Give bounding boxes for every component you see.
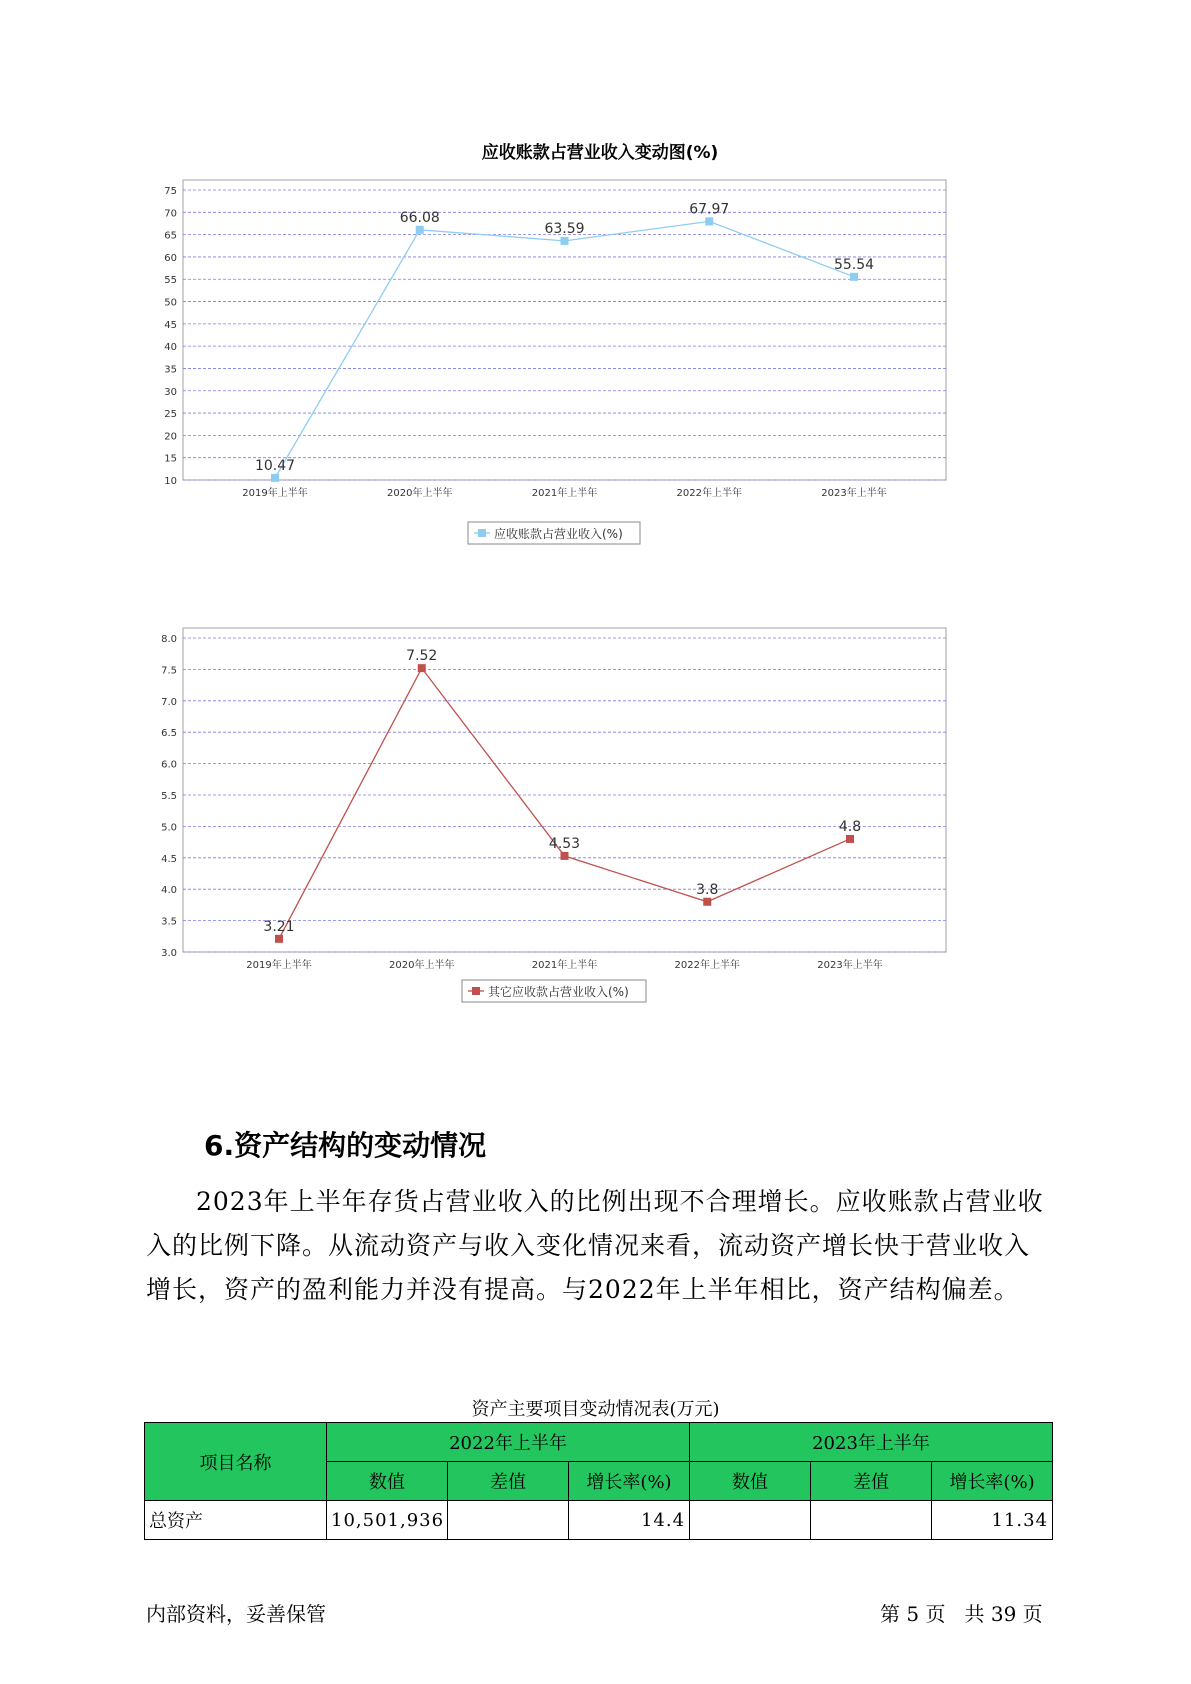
header-growth: 增长率(%) (932, 1462, 1053, 1501)
x-tick-label: 2022年上半年 (676, 488, 742, 499)
cell-value-2022: 10,501,936 (327, 1501, 448, 1540)
table-caption: 资产主要项目变动情况表(万元) (471, 1399, 720, 1420)
cell-value-2023 (690, 1501, 811, 1540)
legend-marker (478, 529, 486, 537)
assets-table (144, 1422, 1053, 1540)
y-tick-label: 30 (164, 386, 177, 398)
data-label: 66.08 (399, 209, 440, 226)
x-tick-label: 2021年上半年 (531, 488, 598, 499)
data-point (561, 852, 569, 860)
data-label: 63.59 (544, 220, 585, 237)
table-row (145, 1501, 1053, 1540)
y-tick-label: 60 (164, 252, 177, 264)
x-tick-label: 2022年上半年 (674, 960, 740, 971)
header-diff: 差值 (448, 1462, 569, 1501)
header-value: 数值 (327, 1462, 448, 1501)
y-tick-label: 70 (164, 208, 177, 220)
header-growth: 增长率(%) (569, 1462, 690, 1501)
y-tick-label: 15 (164, 453, 177, 465)
data-point (275, 935, 283, 943)
chart-receivables (150, 130, 1050, 550)
data-label: 4.53 (548, 835, 581, 852)
header-group-2022: 2022年上半年 (327, 1423, 690, 1462)
data-point (850, 273, 858, 281)
y-tick-label: 10 (164, 476, 177, 487)
y-tick-label: 3.0 (161, 948, 177, 959)
chart-other-receivables (150, 634, 1050, 1080)
x-tick-label: 2020年上半年 (389, 960, 455, 971)
y-tick-label: 6.0 (161, 759, 177, 771)
chart-svg (150, 130, 1050, 550)
legend-label: 应收账款占营业收入(%) (494, 527, 623, 541)
row-name: 总资产 (145, 1501, 327, 1540)
y-tick-label: 50 (164, 297, 177, 309)
cell-diff-2023 (811, 1501, 932, 1540)
section-heading: 6.资产结构的变动情况 (204, 1129, 487, 1162)
y-tick-label: 45 (164, 319, 177, 331)
chart-svg (150, 634, 1050, 1080)
y-tick-label: 25 (164, 409, 177, 421)
data-label: 55.54 (833, 256, 875, 273)
data-label: 3.8 (696, 881, 719, 898)
y-tick-label: 4.5 (161, 853, 177, 865)
data-label: 4.8 (838, 818, 862, 835)
x-tick-label: 2019年上半年 (246, 960, 312, 971)
section-paragraph: 2023年上半年存货占营业收入的比例出现不合理增长。应收账款占营业收入的比例下降。从流动资产与收入变化情况来看，流动资产增长快于营业收入增长，资产的盈利能力并没有提高。与2022年上半年相比，资产结构偏差。 (146, 1187, 1044, 1304)
data-label: 67.97 (689, 201, 730, 218)
x-tick-label: 2019年上半年 (242, 488, 308, 499)
y-tick-label: 3.5 (161, 916, 177, 928)
footer-confidential: 内部资料，妥善保管 (146, 1602, 326, 1626)
y-tick-label: 8.0 (161, 634, 177, 645)
x-tick-label: 2023年上半年 (817, 960, 883, 971)
data-label: 3.21 (263, 918, 295, 935)
y-tick-label: 40 (164, 342, 177, 354)
y-tick-label: 7.5 (161, 665, 177, 677)
header-group-2023: 2023年上半年 (690, 1423, 1053, 1462)
y-tick-label: 5.5 (161, 791, 177, 802)
data-point (561, 237, 569, 245)
header-diff: 差值 (811, 1462, 932, 1501)
data-point (418, 664, 426, 672)
data-label: 7.52 (406, 648, 438, 665)
x-tick-label: 2021年上半年 (531, 960, 598, 971)
y-tick-label: 35 (164, 364, 177, 376)
data-point (846, 835, 854, 843)
y-tick-label: 65 (164, 230, 177, 242)
y-tick-label: 20 (164, 431, 177, 443)
y-tick-label: 5.0 (161, 822, 177, 834)
legend-marker (472, 987, 480, 995)
cell-diff-2022 (448, 1501, 569, 1540)
header-value: 数值 (690, 1462, 811, 1501)
data-point (416, 226, 424, 234)
header-item-name: 项目名称 (145, 1423, 327, 1501)
y-tick-label: 55 (164, 275, 177, 287)
data-label: 10.47 (254, 457, 296, 474)
data-point (705, 217, 713, 225)
y-tick-label: 4.0 (161, 885, 177, 897)
footer-page-number: 第 5 页 共 39 页 (880, 1602, 1043, 1626)
y-tick-label: 6.5 (161, 728, 177, 740)
data-point (703, 898, 711, 906)
x-tick-label: 2023年上半年 (821, 488, 887, 499)
y-tick-label: 7.0 (161, 696, 177, 708)
x-tick-label: 2020年上半年 (387, 488, 453, 499)
legend-label: 其它应收款占营业收入(%) (488, 985, 629, 999)
data-point (271, 474, 279, 482)
y-tick-label: 75 (164, 186, 177, 197)
cell-growth-2022: 14.4 (569, 1501, 690, 1540)
cell-growth-2023: 11.34 (932, 1501, 1053, 1540)
chart-title: 应收账款占营业收入变动图(%) (481, 143, 719, 163)
